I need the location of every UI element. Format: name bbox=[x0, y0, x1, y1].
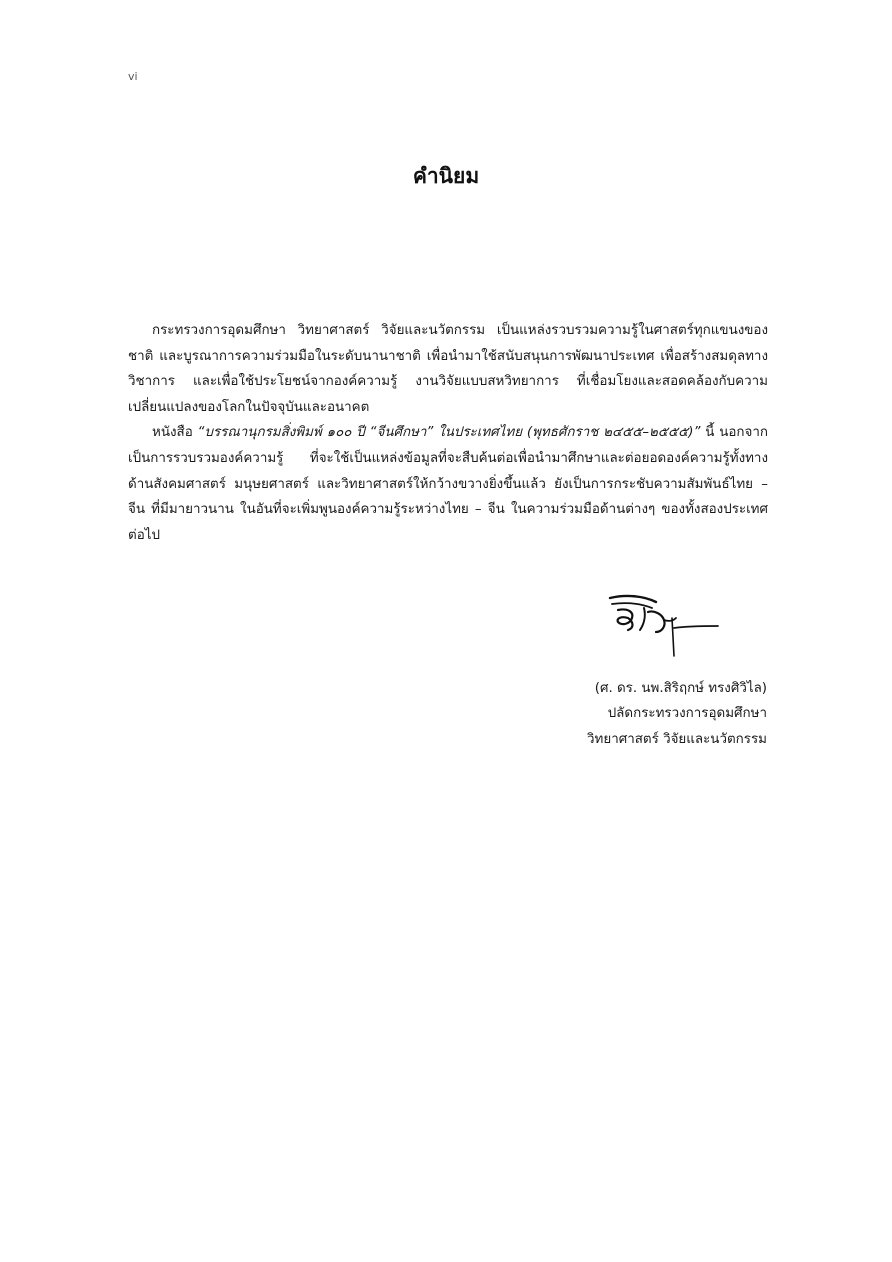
signature-block bbox=[480, 676, 767, 752]
paragraph-2-lead: หนังสือ bbox=[152, 425, 198, 441]
paragraph-1: กระทรวงการอุดมศึกษา วิทยาศาสตร์ วิจัยและนวัตกรรม เป็นแหล่งรวบรวมความรู้ในศาสตร์ทุกแขนงของชาติ และบูรณาการความร่วมมือในระดับนานาชาติ เพื่อนำมาใช้สนับสนุนการพัฒนาประเทศ เพื่อสร้างสมดุลทางวิชาการ และเพื่อใช้ประโยชน์จากองค์ความรู้ งานวิจัยแบบสหวิทยาการ ที่เชื่อมโยงและสอดคล้องกับความเปลี่ยนแปลงของโลกในปัจจุบันและอนาคต bbox=[128, 323, 768, 415]
book-title: “บรรณานุกรมสิ่งพิมพ์ ๑๐๐ ปี “จีนศึกษา” ในประเทศไทย (พุทธศักราช ๒๔๕๕–๒๕๕๕)” bbox=[197, 425, 701, 441]
signatory-name: (ศ. ดร. นพ.สิริฤกษ์ ทรงศิวิไล) bbox=[594, 681, 767, 696]
signature-icon bbox=[604, 588, 724, 660]
page-title: คำนิยม bbox=[412, 164, 480, 188]
paragraph-2-rest: นี้ นอกจากเป็นการรวบรวมองค์ความรู้ ที่จะใช้เป็นแหล่งข้อมูลที่จะสืบค้นต่อเพื่อนำมาศึกษาและต่อยอดองค์ความรู้ทั้งทางด้านสังคมศาสตร์ มนุษยศาสตร์ และวิทยาศาสตร์ให้กว้างขวางยิ่งขึ้นแล้ว ยังเป็นการกระชับความสัมพันธ์ไทย – จีน ที่มีมายาวนาน ในอันที่จะเพิ่มพูนองค์ความรู้ระหว่างไทย – จีน ในความร่วมมือด้านต่างๆ ของทั้งสองประเทศต่อไป bbox=[128, 425, 768, 543]
page-number: vi bbox=[128, 70, 138, 83]
foreword-body bbox=[128, 318, 768, 548]
signatory-position: ปลัดกระทรวงการอุดมศึกษา bbox=[607, 706, 767, 722]
paragraph-2 bbox=[128, 420, 768, 548]
signatory-organization: วิทยาศาสตร์ วิจัยและนวัตกรรม bbox=[587, 731, 767, 747]
